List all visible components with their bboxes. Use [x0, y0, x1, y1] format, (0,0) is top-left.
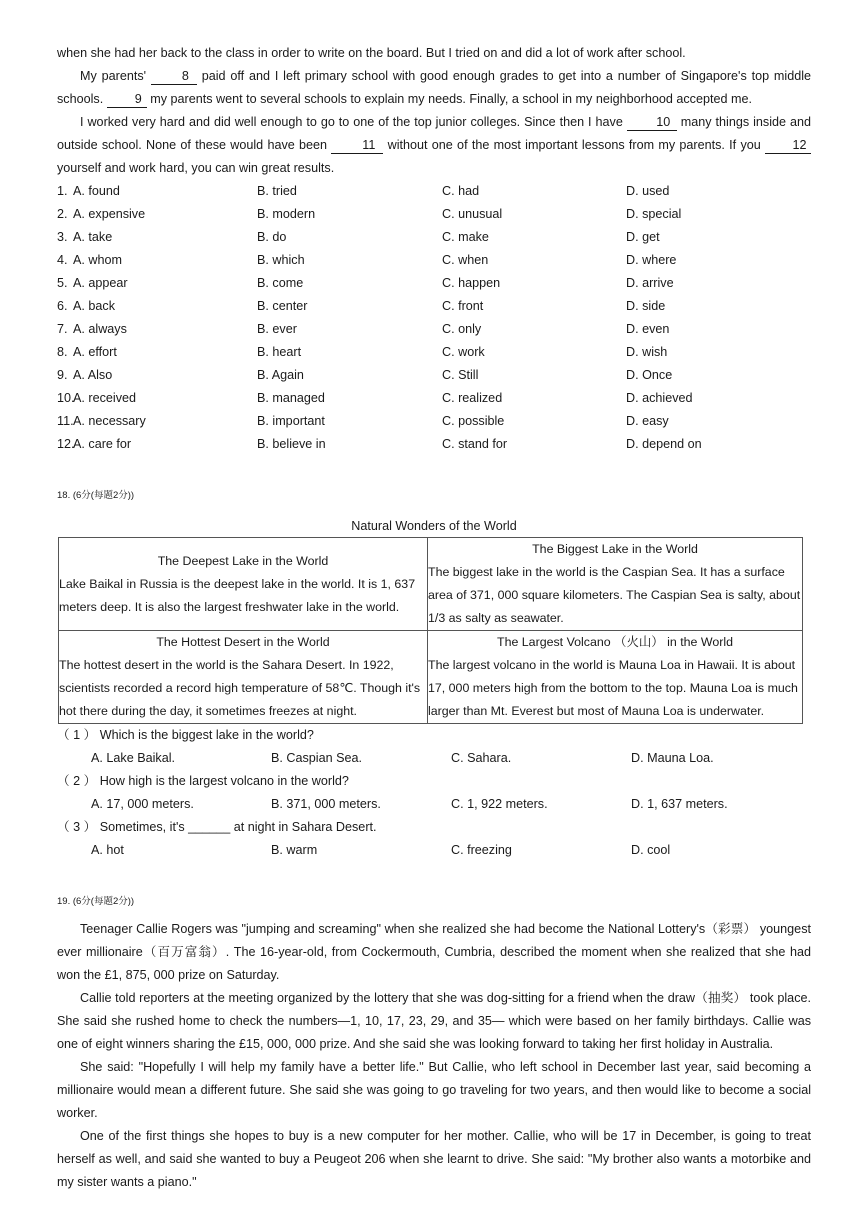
option-b: B. Again — [257, 368, 304, 382]
option-b: B. 371, 000 meters. — [271, 797, 381, 811]
exam-page — [57, 42, 811, 1194]
cell-text: Lake Baikal in Russia is the deepest lake in the world. It is 1, 637 meters deep. It is also the largest freshwater lake in the world. — [59, 577, 416, 614]
option-a: A. 17, 000 meters. — [91, 797, 194, 811]
option-b: B. do — [257, 230, 287, 244]
option-a: A. necessary — [73, 414, 146, 428]
option-number: 2. — [57, 207, 68, 221]
question-2-options — [57, 793, 811, 816]
option-d: D. where — [626, 253, 677, 267]
option-c: C. only — [442, 322, 482, 336]
option-b: B. important — [257, 414, 325, 428]
option-c: C. front — [442, 299, 484, 313]
option-d: D. side — [626, 299, 666, 313]
cell-title: The Hottest Desert in the World — [156, 635, 330, 649]
cell-title: The Largest Volcano （火山） in the World — [497, 635, 733, 649]
option-a: A. whom — [73, 253, 122, 267]
option-number: 9. — [57, 368, 68, 382]
passage-text: without one of the most important lessons from my parents. If you — [387, 138, 761, 152]
option-b: B. heart — [257, 345, 302, 359]
blank-10: 10 — [627, 114, 677, 131]
option-row — [57, 433, 811, 456]
option-c: C. unusual — [442, 207, 503, 221]
table-cell — [59, 631, 428, 724]
cell-title: The Biggest Lake in the World — [532, 542, 698, 556]
table-title: Natural Wonders of the World — [351, 519, 517, 533]
passage-paragraph: One of the first things she hopes to buy is a new computer for her mother. Callie, who will be 17 in December, is going to treat herself as well, and said she wanted to buy a Peugeot 206 when she learnt to drive. She said: "My brother also wants a motorbike and my sister wants a piano." — [57, 1129, 811, 1189]
option-a: A. received — [73, 391, 136, 405]
option-row — [57, 226, 811, 249]
passage-paragraph — [57, 111, 811, 180]
option-a: A. always — [73, 322, 127, 336]
option-row — [57, 318, 811, 341]
option-c: C. make — [442, 230, 489, 244]
option-a: A. take — [73, 230, 113, 244]
blank-8: 8 — [151, 68, 197, 85]
option-row — [57, 295, 811, 318]
option-number: 11. — [57, 414, 74, 428]
option-c: C. freezing — [451, 843, 512, 857]
option-row — [57, 387, 811, 410]
option-a: A. appear — [73, 276, 128, 290]
option-d: D. Mauna Loa. — [631, 751, 714, 765]
option-row — [57, 272, 811, 295]
option-number: 1. — [57, 184, 68, 198]
option-c: C. realized — [442, 391, 503, 405]
option-a: A. found — [73, 184, 120, 198]
passage-text: paid off and I left primary school with good enough grades to get into a number of Singapore's top middle schools. — [57, 69, 812, 106]
option-a: A. back — [73, 299, 115, 313]
passage-paragraph: She said: "Hopefully I will help my family have a better life." But Callie, who left school in December last year, said becoming a millionaire would mean a different future. She said she was going to go traveling for two years, and then would like to become a social worker. — [57, 1060, 811, 1120]
passage-text: My parents' — [80, 69, 147, 83]
cell-text: The hottest desert in the world is the Sahara Desert. In 1922, scientists recorded a record high temperature of 58℃. Though it's hot there during the day, it sometimes freezes at night. — [59, 658, 421, 718]
cell-text: The largest volcano in the world is Mauna Loa in Hawaii. It is about 17, 000 meters high from the bottom to the top. Mauna Loa is much larger than Mt. Everest but most of Mauna Loa is underwater. — [428, 658, 798, 718]
wonders-table — [58, 537, 803, 724]
option-b: B. managed — [257, 391, 325, 405]
question-1: （ 1 ） Which is the biggest lake in the world? — [57, 728, 314, 742]
option-d: D. depend on — [626, 437, 702, 451]
option-a: A. expensive — [73, 207, 146, 221]
table-cell — [428, 631, 803, 724]
question-3-options — [57, 839, 811, 862]
option-c: C. Sahara. — [451, 751, 512, 765]
passage-paragraph: Teenager Callie Rogers was "jumping and screaming" when she realized she had become the National Lottery's（彩票） youngest ever millionaire（百万富翁）. The 16-year-old, from Cockermouth, Cumbria, described the moment when she realized that she had won the £1, 875, 000 prize on Saturday. — [57, 922, 811, 982]
option-d: D. get — [626, 230, 660, 244]
option-d: D. 1, 637 meters. — [631, 797, 728, 811]
section-heading: 18. (6分(每题2分)) — [57, 490, 135, 501]
passage-paragraph: Callie told reporters at the meeting organized by the lottery that she was dog-sitting for a friend when the draw（抽奖） took place. She said she rushed home to check the numbers—1, 10, 17, 23, 29, and 35— which were based on her family birthdays. Callie was one of eight winners sharing the £15, 000, 000 prize. And she said she was looking forward to taking her first holiday in Australia. — [57, 991, 811, 1051]
option-a: A. effort — [73, 345, 117, 359]
option-number: 4. — [57, 253, 68, 267]
option-a: A. Also — [73, 368, 113, 382]
option-b: B. which — [257, 253, 305, 267]
option-number: 5. — [57, 276, 68, 290]
option-b: B. believe in — [257, 437, 326, 451]
passage-text: yourself and work hard, you can win great results. — [57, 161, 335, 175]
option-d: D. achieved — [626, 391, 693, 405]
option-a: A. Lake Baikal. — [91, 751, 176, 765]
blank-9: 9 — [107, 91, 147, 108]
passage-text: my parents went to several schools to explain my needs. Finally, a school in my neighborhood accepted me. — [150, 92, 752, 106]
question-3: （ 3 ） Sometimes, it's ______ at night in Sahara Desert. — [57, 820, 377, 834]
option-number: 12. — [57, 437, 75, 451]
cell-text: The biggest lake in the world is the Caspian Sea. It has a surface area of 371, 000 square kilometers. The Caspian Sea is salty, about 1/3 as salty as seawater. — [428, 565, 801, 625]
option-row — [57, 364, 811, 387]
option-d: D. Once — [626, 368, 673, 382]
option-row — [57, 180, 811, 203]
cell-title: The Deepest Lake in the World — [157, 554, 329, 568]
option-b: B. tried — [257, 184, 297, 198]
question-2: （ 2 ） How high is the largest volcano in the world? — [57, 774, 349, 788]
passage-text: many things inside and outside school. None of these would have been — [57, 115, 811, 152]
option-d: D. special — [626, 207, 682, 221]
passage-paragraph — [57, 65, 811, 111]
option-row — [57, 249, 811, 272]
section-heading: 19. (6分(每题2分)) — [57, 896, 135, 907]
option-b: B. warm — [271, 843, 318, 857]
option-b: B. Caspian Sea. — [271, 751, 363, 765]
option-d: D. used — [626, 184, 670, 198]
option-c: C. 1, 922 meters. — [451, 797, 548, 811]
option-a: A. hot — [91, 843, 124, 857]
option-d: D. cool — [631, 843, 671, 857]
option-c: C. when — [442, 253, 489, 267]
option-number: 6. — [57, 299, 68, 313]
option-number: 8. — [57, 345, 68, 359]
option-number: 10. — [57, 391, 75, 405]
option-d: D. even — [626, 322, 670, 336]
option-b: B. modern — [257, 207, 316, 221]
option-d: D. easy — [626, 414, 669, 428]
table-cell — [428, 538, 803, 631]
option-c: C. work — [442, 345, 485, 359]
option-b: B. ever — [257, 322, 297, 336]
option-c: C. stand for — [442, 437, 508, 451]
option-c: C. Still — [442, 368, 479, 382]
option-row — [57, 203, 811, 226]
option-c: C. had — [442, 184, 480, 198]
option-number: 3. — [57, 230, 68, 244]
option-d: D. arrive — [626, 276, 674, 290]
option-b: B. center — [257, 299, 308, 313]
option-a: A. care for — [73, 437, 132, 451]
option-number: 7. — [57, 322, 68, 336]
option-c: C. possible — [442, 414, 505, 428]
passage-text: I worked very hard and did well enough to go to one of the top junior colleges. Since then I have — [80, 115, 623, 129]
option-b: B. come — [257, 276, 304, 290]
table-cell — [59, 538, 428, 631]
question-1-options — [57, 747, 811, 770]
blank-11: 11 — [331, 137, 383, 154]
option-c: C. happen — [442, 276, 501, 290]
passage-line: when she had her back to the class in order to write on the board. But I tried on and did a lot of work after school. — [57, 46, 686, 60]
option-d: D. wish — [626, 345, 668, 359]
option-row — [57, 341, 811, 364]
option-row — [57, 410, 811, 433]
options-list — [57, 180, 811, 456]
blank-12: 12 — [765, 137, 811, 154]
